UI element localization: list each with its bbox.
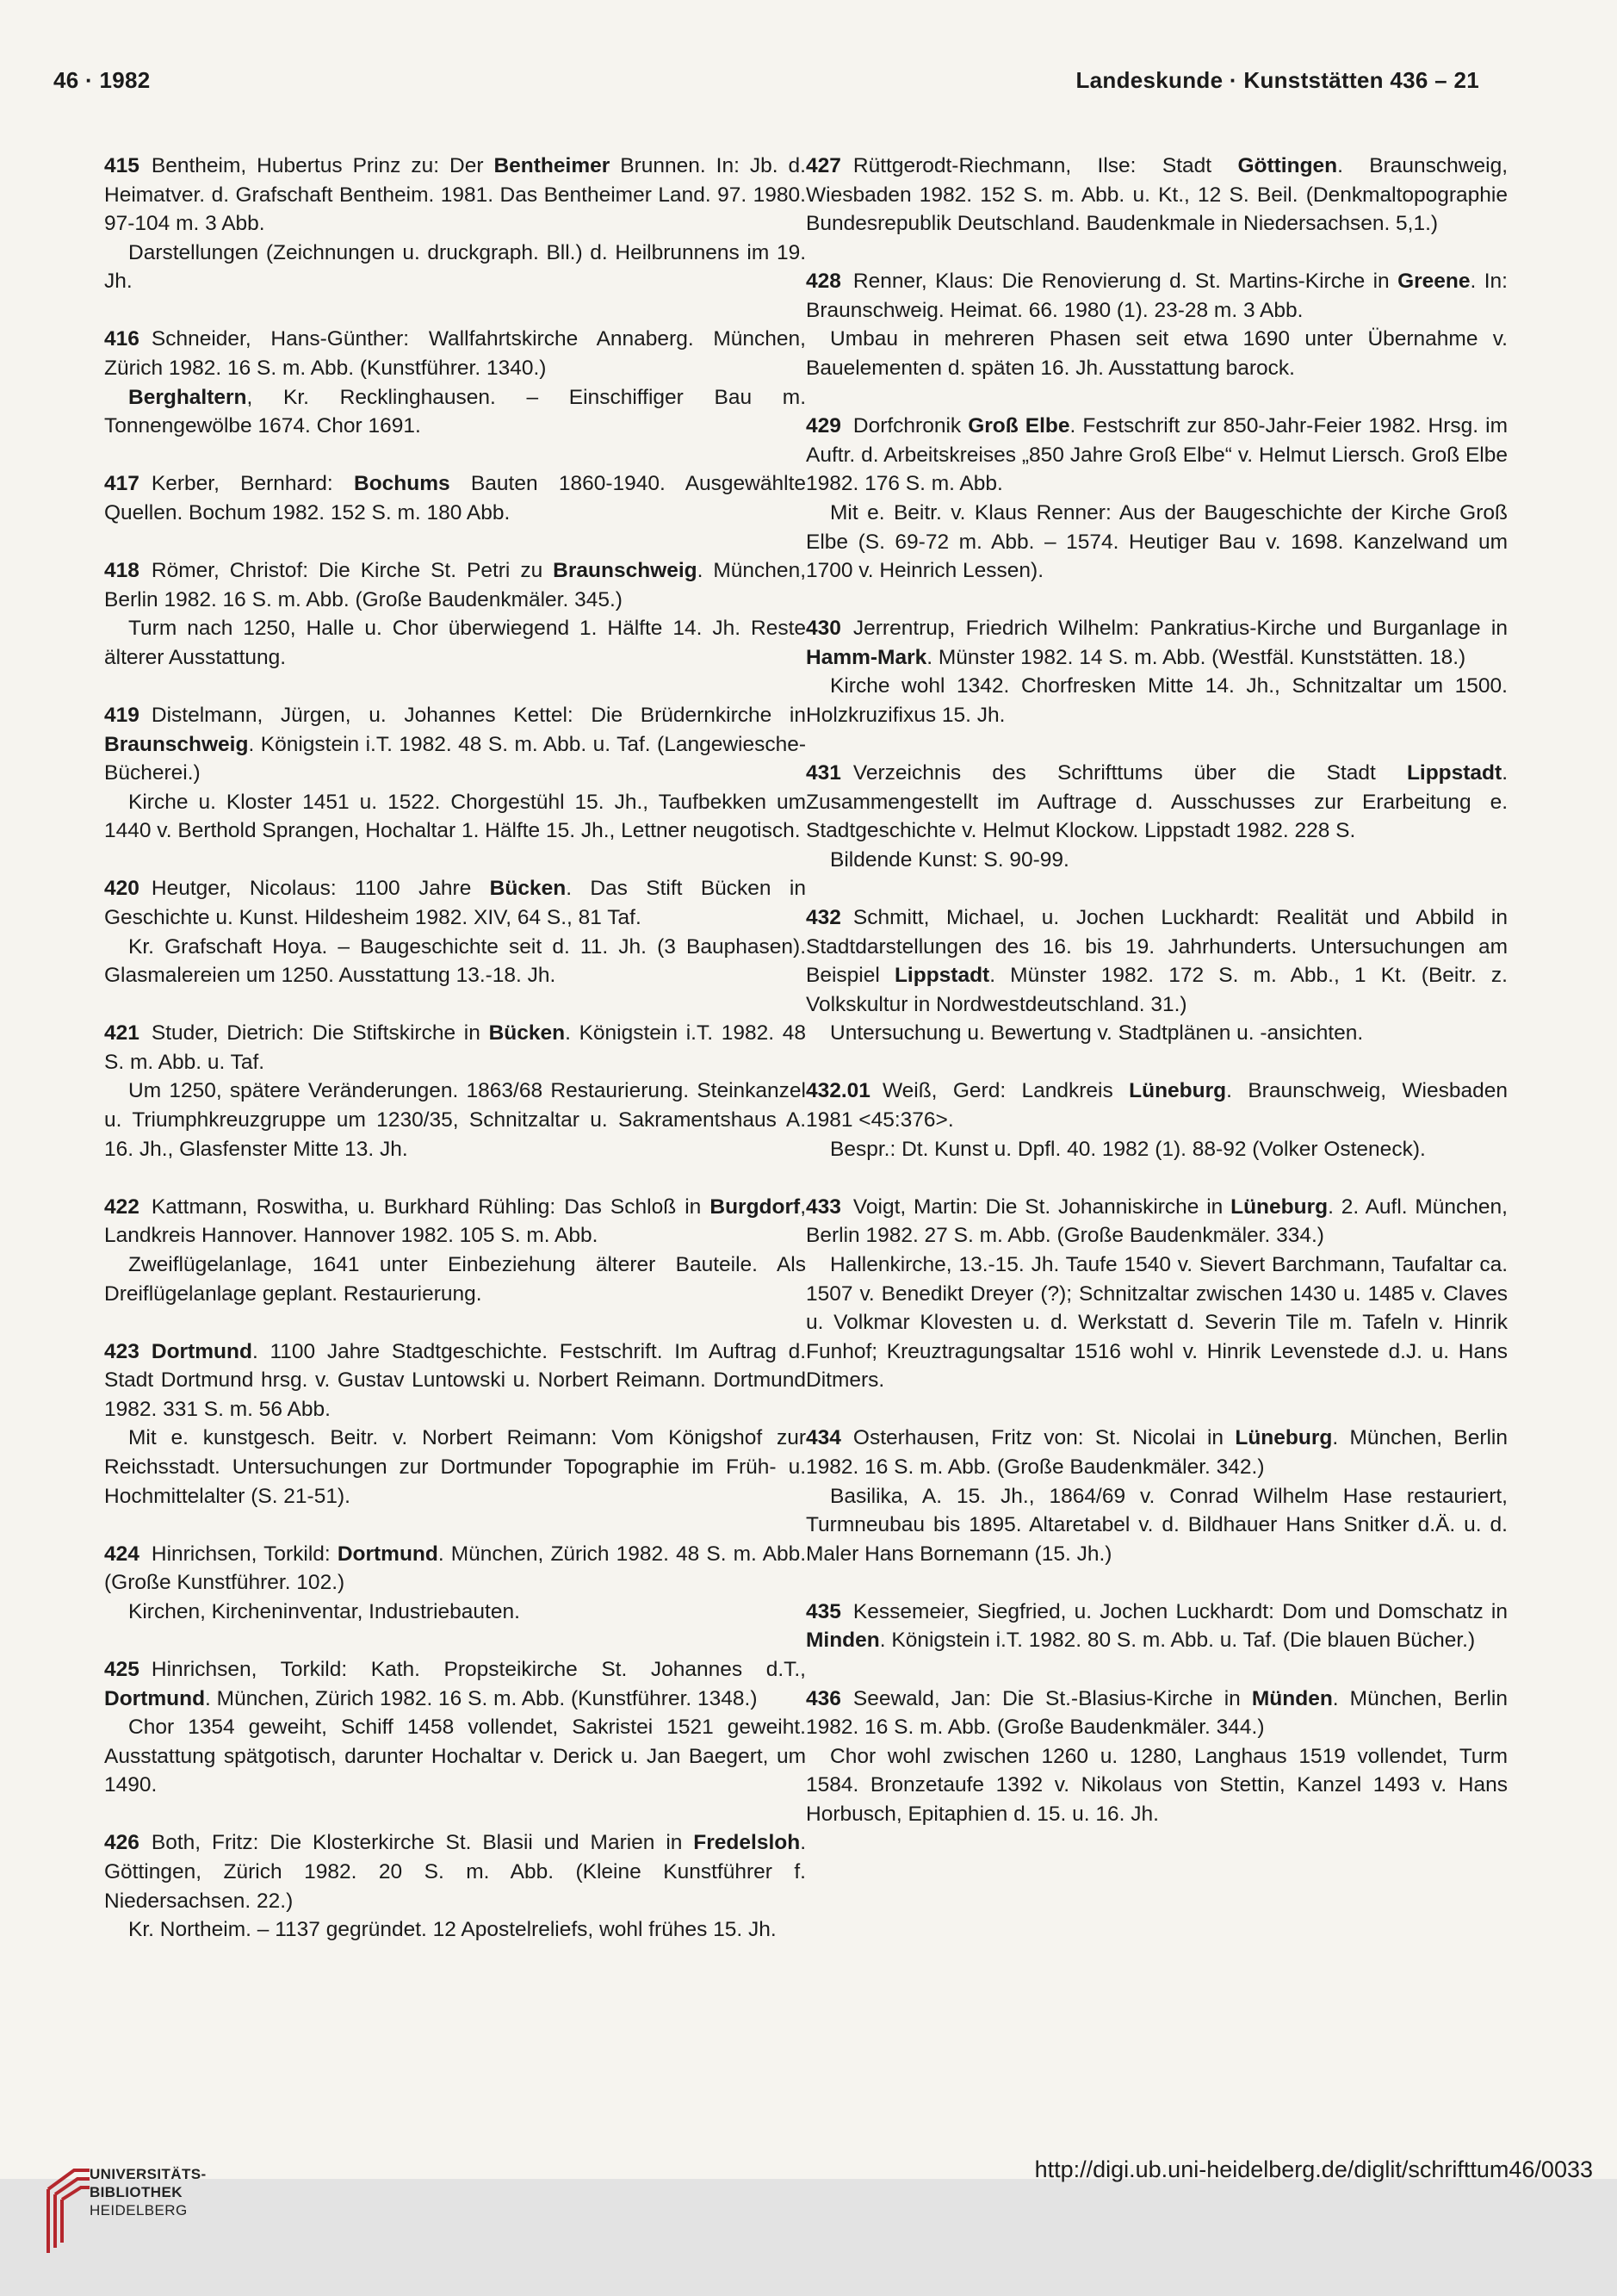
citation-text: Bauten 1860-1940. Ausgewählte Quellen. Bochum 1982. 152 S. m. 180 Abb. bbox=[104, 472, 807, 524]
place-keyword: Minden bbox=[806, 1629, 880, 1653]
place-keyword: Hamm-Mark bbox=[806, 645, 927, 669]
annotation-text: Untersuchung u. Bewertung v. Stadtplänen u. -ansichten. bbox=[830, 1021, 1364, 1046]
annotation-text: Umbau in mehreren Phasen seit etwa 1690 unter Übernahme v. Bauelementen d. späten 16. Jh. Ausstattung barock. bbox=[806, 327, 1508, 381]
place-keyword: Berghaltern bbox=[128, 385, 247, 409]
bibliography-entry bbox=[806, 267, 1508, 382]
citation-text: Dorfchronik bbox=[852, 414, 969, 438]
entry-citation bbox=[806, 1077, 1508, 1134]
citation-text: Bentheim, Hubertus Prinz zu: Der bbox=[151, 154, 494, 177]
entry-citation bbox=[104, 1337, 806, 1424]
bibliography-entry bbox=[104, 1193, 806, 1308]
entry-citation bbox=[806, 1193, 1508, 1250]
annotation-text: Turm nach 1250, Halle u. Chor überwiegend 1. Hälfte 14. Jh. Reste älterer Ausstattung. bbox=[104, 617, 806, 669]
citation-text: . Königstein i.T. 1982. 48 S. m. Abb. u. Taf. (Langewiesche-Bücherei.) bbox=[104, 732, 806, 785]
citation-text: . München, Berlin 1982. 16 S. m. Abb. (Große Baudenkmäler. 345.) bbox=[104, 559, 806, 611]
citation-text: Jerrentrup, Friedrich Wilhelm: Pankratius-Kirche und Burganlage in bbox=[852, 617, 1508, 641]
annotation-text: Mit e. kunstgesch. Beitr. v. Norbert Reimann: Vom Königshof zur Reichsstadt. Untersuchungen zur Dortmunder Topographie im Früh- u. Hochmittelalter (S. 21-51). bbox=[104, 1426, 806, 1508]
place-keyword: Fredelsloh bbox=[693, 1831, 801, 1855]
entry-number: 432 bbox=[806, 905, 841, 929]
entry-citation bbox=[104, 1828, 806, 1915]
entry-citation bbox=[806, 412, 1508, 499]
entry-annotation bbox=[104, 1915, 806, 1945]
place-keyword: Braunschweig bbox=[553, 559, 697, 583]
citation-text: Schneider, Hans-Günther: Wallfahrtskirche Annaberg. München, Zürich 1982. 16 S. m. Abb. (Kunstführer. 1340.) bbox=[104, 327, 806, 381]
place-keyword: Lippstadt bbox=[894, 964, 990, 988]
entry-number: 415 bbox=[104, 154, 139, 177]
citation-text: . Braunschweig, Wiesbaden 1981 <45:376>. bbox=[806, 1079, 1508, 1132]
entry-citation bbox=[104, 1655, 806, 1713]
entry-number: 435 bbox=[806, 1599, 841, 1623]
bibliography-entry bbox=[104, 1828, 806, 1944]
source-url-link[interactable]: http://digi.ub.uni-heidelberg.de/diglit/schrifttum46/0033 bbox=[1034, 2156, 1593, 2182]
entry-citation bbox=[104, 325, 806, 382]
entry-number: 421 bbox=[104, 1021, 139, 1046]
annotation-text: Kirche u. Kloster 1451 u. 1522. Chorgestühl 15. Jh., Taufbekken um 1440 v. Berthold Sprangen, Hochaltar 1. Hälfte 15. Jh., Lettner neugotisch. bbox=[104, 790, 806, 843]
citation-text: . Braunschweig, Wiesbaden 1982. 152 S. m. Abb. u. Kt., 12 S. Beil. (Denkmaltopographie Bundesrepublik Deutschland. Baudenkmale in Niedersachsen. 5,1.) bbox=[806, 154, 1509, 236]
entry-annotation bbox=[104, 1077, 806, 1164]
citation-text: , Landkreis Hannover. Hannover 1982. 105 S. m. Abb. bbox=[104, 1195, 806, 1248]
entry-citation bbox=[806, 903, 1508, 1019]
entry-number: 419 bbox=[104, 703, 139, 727]
annotation-text: Um 1250, spätere Veränderungen. 1863/68 Restaurierung. Steinkanzel u. Triumphkreuzgruppe um 1230/35, Schnitzaltar u. Sakramentshaus A. 16. Jh., Glasfenster Mitte 13. Jh. bbox=[104, 1079, 806, 1161]
bibliography-entry bbox=[104, 874, 806, 990]
bibliography-entry bbox=[806, 1424, 1508, 1568]
entry-number: 431 bbox=[806, 761, 841, 785]
annotation-text: Bildende Kunst: S. 90-99. bbox=[830, 847, 1069, 872]
annotation-text: Chor 1354 geweiht, Schiff 1458 vollendet, Sakristei 1521 geweiht. Ausstattung spätgotisch, darunter Hochaltar v. Derick u. Jan Baegert, um 1490. bbox=[104, 1716, 806, 1797]
bibliography-entry bbox=[104, 701, 806, 846]
entry-citation bbox=[806, 1424, 1508, 1481]
place-keyword: Bochums bbox=[354, 472, 450, 496]
left-column bbox=[104, 152, 806, 1973]
place-keyword: Bücken bbox=[488, 1021, 566, 1046]
citation-text: . Königstein i.T. 1982. 80 S. m. Abb. u. Taf. (Die blauen Bücher.) bbox=[879, 1629, 1476, 1653]
library-logo-text bbox=[90, 2165, 207, 2219]
entry-citation bbox=[806, 152, 1508, 239]
entry-annotation bbox=[104, 1250, 806, 1308]
entry-citation bbox=[104, 556, 806, 614]
entry-citation bbox=[806, 1598, 1508, 1655]
entry-number: 418 bbox=[104, 559, 139, 583]
bibliography-entry bbox=[104, 1337, 806, 1511]
entry-annotation bbox=[806, 1250, 1508, 1395]
entry-number: 430 bbox=[806, 617, 841, 641]
place-keyword: Bücken bbox=[489, 877, 567, 901]
place-keyword: Lüneburg bbox=[1235, 1426, 1333, 1450]
citation-text: Kerber, Bernhard: bbox=[151, 472, 355, 496]
entry-annotation bbox=[806, 1135, 1508, 1164]
citation-text: . Zusammengestellt im Auftrage d. Ausschusses zur Erarbeitung e. Stadtgeschichte v. Helmut Klockow. Lippstadt 1982. 228 S. bbox=[806, 761, 1508, 843]
entry-number: 423 bbox=[104, 1339, 139, 1363]
place-keyword: Greene bbox=[1397, 270, 1471, 294]
citation-text: Kessemeier, Siegfried, u. Jochen Luckhardt: Dom und Domschatz in bbox=[852, 1599, 1508, 1623]
entry-citation bbox=[104, 701, 806, 788]
entry-number: 424 bbox=[104, 1542, 139, 1566]
citation-text: . München, Berlin 1982. 16 S. m. Abb. (Große Baudenkmäler. 342.) bbox=[806, 1426, 1509, 1479]
entry-number: 417 bbox=[104, 472, 139, 496]
entry-annotation bbox=[104, 933, 806, 990]
place-keyword: Burgdorf bbox=[709, 1195, 801, 1219]
footer-bar bbox=[0, 2179, 1617, 2296]
citation-text: . Münster 1982. 14 S. m. Abb. (Westfäl. Kunststätten. 18.) bbox=[926, 645, 1466, 669]
citation-text: . 1100 Jahre Stadtgeschichte. Festschrift. Im Auftrag d. Stadt Dortmund hrsg. v. Gustav Luntowski u. Norbert Reimann. Dortmund 1982. 331 S. m. 56 Abb. bbox=[104, 1339, 806, 1421]
entry-number: 434 bbox=[806, 1426, 841, 1450]
entry-number: 420 bbox=[104, 877, 139, 901]
bibliography-entry bbox=[806, 903, 1508, 1048]
entry-number: 429 bbox=[806, 414, 841, 438]
citation-text: Kattmann, Roswitha, u. Burkhard Rühling: Das Schloß in bbox=[151, 1195, 710, 1219]
entry-citation bbox=[104, 1540, 806, 1598]
citation-text: . Das Stift Bücken in Geschichte u. Kunst. Hildesheim 1982. XIV, 64 S., 81 Taf. bbox=[104, 877, 806, 929]
entry-number: 425 bbox=[104, 1657, 139, 1681]
entry-annotation bbox=[104, 788, 806, 846]
bibliography-entry bbox=[806, 1598, 1508, 1655]
citation-text: Osterhausen, Fritz von: St. Nicolai in bbox=[852, 1426, 1236, 1450]
citation-text: Weiß, Gerd: Landkreis bbox=[882, 1079, 1130, 1103]
entry-citation bbox=[806, 1685, 1508, 1742]
place-keyword: Münden bbox=[1251, 1686, 1333, 1710]
bibliography-entry bbox=[806, 614, 1508, 729]
citation-text: Heutger, Nicolaus: 1100 Jahre bbox=[151, 877, 490, 901]
entry-annotation bbox=[104, 614, 806, 672]
citation-text: . Festschrift zur 850-Jahr-Feier 1982. Hrsg. im Auftr. d. Arbeitskreises „850 Jahre Groß Elbe“ v. Helmut Liersch. Groß Elbe 1982. 176 S. m. Abb. bbox=[806, 414, 1508, 496]
entry-citation bbox=[806, 614, 1508, 672]
citation-text: . 2. Aufl. München, Berlin 1982. 27 S. m. Abb. (Große Baudenkmäler. 334.) bbox=[806, 1195, 1508, 1248]
citation-text: Brunnen. In: Jb. d. Heimatver. d. Grafschaft Bentheim. 1981. Das Bentheimer Land. 97. 1980. 97-104 m. 3 Abb. bbox=[104, 154, 806, 236]
annotation-text: Mit e. Beitr. v. Klaus Renner: Aus der Baugeschichte der Kirche Groß Elbe (S. 69-72 m. Abb. – 1574. Heutiger Bau v. 1698. Kanzelwand um 1700 v. Heinrich Lessen). bbox=[806, 500, 1508, 583]
entry-annotation bbox=[104, 1424, 806, 1511]
citation-text: . München, Zürich 1982. 16 S. m. Abb. (Kunstführer. 1348.) bbox=[205, 1686, 758, 1710]
entry-number: 433 bbox=[806, 1195, 841, 1219]
place-keyword: Göttingen bbox=[1237, 154, 1338, 177]
entry-citation bbox=[806, 267, 1508, 325]
bibliography-entry bbox=[806, 1077, 1508, 1164]
annotation-text: Kr. Northeim. – 1137 gegründet. 12 Apostelreliefs, wohl frühes 15. Jh. bbox=[128, 1918, 777, 1942]
bibliography-entry bbox=[104, 1540, 806, 1627]
entry-annotation bbox=[806, 499, 1508, 586]
entry-annotation bbox=[806, 325, 1508, 382]
annotation-text: Kr. Grafschaft Hoya. – Baugeschichte seit d. 11. Jh. (3 Bauphasen). Glasmalereien um 1250. Ausstattung 13.-18. Jh. bbox=[104, 934, 806, 988]
annotation-text: Bespr.: Dt. Kunst u. Dpfl. 40. 1982 (1). 88-92 (Volker Osteneck). bbox=[830, 1137, 1426, 1161]
annotation-text: Darstellungen (Zeichnungen u. druckgraph. Bll.) d. Heilbrunnens im 19. Jh. bbox=[104, 240, 806, 294]
entry-annotation bbox=[806, 1482, 1508, 1569]
citation-text: . München, Zürich 1982. 48 S. m. Abb. (Große Kunstführer. 102.) bbox=[104, 1542, 807, 1595]
place-keyword: Lippstadt bbox=[1406, 761, 1502, 785]
citation-text: Both, Fritz: Die Klosterkirche St. Blasii und Marien in bbox=[151, 1831, 694, 1855]
place-keyword: Dortmund bbox=[104, 1686, 206, 1710]
annotation-text: Zweiflügelanlage, 1641 unter Einbeziehung älterer Bauteile. Als Dreiflügelanlage geplant. Restaurierung. bbox=[104, 1252, 806, 1306]
entry-number: 427 bbox=[806, 154, 841, 177]
citation-text: Distelmann, Jürgen, u. Johannes Kettel: Die Brüdernkirche in bbox=[151, 703, 806, 727]
bibliography-entry bbox=[104, 469, 806, 527]
entry-citation bbox=[104, 152, 806, 239]
bibliography-entry bbox=[806, 759, 1508, 874]
citation-text: Rüttgerodt-Riechmann, Ilse: Stadt bbox=[852, 154, 1238, 177]
entry-citation bbox=[104, 874, 806, 932]
logo-line-1: UNIVERSITÄTS- bbox=[90, 2166, 207, 2182]
bibliography-entry bbox=[806, 412, 1508, 586]
entry-citation bbox=[806, 759, 1508, 846]
entry-annotation bbox=[806, 1742, 1508, 1829]
citation-text: Verzeichnis des Schrifttums über die Stadt bbox=[852, 761, 1407, 785]
place-keyword: Braunschweig bbox=[104, 732, 249, 756]
entry-annotation bbox=[806, 672, 1508, 729]
bibliography-entry bbox=[104, 152, 806, 296]
entry-number: 428 bbox=[806, 270, 841, 294]
section-title: Landeskunde · Kunststätten 436 – 21 bbox=[1075, 67, 1479, 93]
bibliography-entry bbox=[806, 152, 1508, 239]
place-keyword: Dortmund bbox=[337, 1542, 438, 1566]
bibliography-entry bbox=[104, 556, 806, 672]
citation-text: . München, Berlin 1982. 16 S. m. Abb. (Große Baudenkmäler. 344.) bbox=[806, 1686, 1508, 1740]
entry-citation bbox=[104, 469, 806, 527]
citation-text: . Königstein i.T. 1982. 48 S. m. Abb. u. Taf. bbox=[104, 1021, 806, 1074]
entry-citation bbox=[104, 1019, 806, 1077]
entry-annotation bbox=[806, 1019, 1508, 1048]
citation-text: Hinrichsen, Torkild: Kath. Propsteikirche St. Johannes d.T., bbox=[151, 1657, 806, 1681]
entry-number: 436 bbox=[806, 1686, 841, 1710]
citation-text: Studer, Dietrich: Die Stiftskirche in bbox=[151, 1021, 489, 1046]
citation-text: Römer, Christof: Die Kirche St. Petri zu bbox=[151, 559, 554, 583]
entry-number: 422 bbox=[104, 1195, 139, 1219]
bibliography-entry bbox=[104, 1019, 806, 1164]
bibliography-entry bbox=[104, 325, 806, 440]
entry-annotation bbox=[104, 383, 806, 441]
page-number: 46 · 1982 bbox=[53, 67, 151, 93]
annotation-text: Kirchen, Kircheninventar, Industriebauten. bbox=[128, 1599, 520, 1623]
entry-annotation bbox=[104, 1713, 806, 1800]
entry-annotation bbox=[806, 846, 1508, 875]
bibliography-entry bbox=[104, 1655, 806, 1800]
entry-number: 416 bbox=[104, 327, 139, 351]
citation-text: Hinrichsen, Torkild: bbox=[151, 1542, 338, 1566]
entry-annotation bbox=[104, 1598, 806, 1627]
place-keyword: Lüneburg bbox=[1230, 1195, 1329, 1219]
place-keyword: Groß Elbe bbox=[968, 414, 1070, 438]
logo-line-3: HEIDELBERG bbox=[90, 2202, 188, 2218]
entry-number: 432.01 bbox=[806, 1079, 870, 1103]
annotation-text: , Kr. Recklinghausen. – Einschiffiger Bau m. Tonnengewölbe 1674. Chor 1691. bbox=[104, 385, 806, 438]
citation-text: Renner, Klaus: Die Renovierung d. St. Martins-Kirche in bbox=[852, 270, 1398, 294]
place-keyword: Dortmund bbox=[151, 1339, 252, 1363]
bibliography-entry bbox=[806, 1685, 1508, 1829]
place-keyword: Bentheimer bbox=[493, 154, 610, 177]
place-keyword: Lüneburg bbox=[1129, 1079, 1227, 1103]
citation-text: . Göttingen, Zürich 1982. 20 S. m. Abb. (Kleine Kunstführer f. Niedersachsen. 22.) bbox=[104, 1831, 806, 1913]
logo-line-2: BIBLIOTHEK bbox=[90, 2184, 183, 2200]
right-column bbox=[806, 152, 1508, 1858]
entry-number: 426 bbox=[104, 1831, 139, 1855]
annotation-text: Kirche wohl 1342. Chorfresken Mitte 14. Jh., Schnitzaltar um 1500. Holzkruzifixus 15. Jh. bbox=[806, 674, 1508, 727]
citation-text: Voigt, Martin: Die St. Johanniskirche in bbox=[852, 1195, 1231, 1219]
citation-text: Schmitt, Michael, u. Jochen Luckhardt: Realität und Abbild in Stadtdarstellungen des 16. bis 19. Jahrhunderts. Untersuchungen am Beispiel bbox=[806, 905, 1508, 988]
annotation-text: Hallenkirche, 13.-15. Jh. Taufe 1540 v. Sievert Barchmann, Taufaltar ca. 1507 v. Benedikt Dreyer (?); Schnitzaltar zwischen 1430 u. 1485 v. Claves u. Volkmar Klovesten u. d. Werkstatt d. Severin Tile m. Tafeln v. Hinrik Funhof; Kreuztragungsaltar 1516 wohl v. Hinrik Levenstede d.J. u. Hans Ditmers. bbox=[806, 1252, 1508, 1393]
entry-citation bbox=[104, 1193, 806, 1250]
bibliography-entry bbox=[806, 1193, 1508, 1395]
citation-text: Seewald, Jan: Die St.-Blasius-Kirche in bbox=[852, 1686, 1252, 1710]
citation-text: . Münster 1982. 172 S. m. Abb., 1 Kt. (Beitr. z. Volkskultur in Nordwestdeutschland. 31.) bbox=[806, 964, 1508, 1016]
entry-annotation bbox=[104, 239, 806, 296]
annotation-text: Chor wohl zwischen 1260 u. 1280, Langhaus 1519 vollendet, Turm 1584. Bronzetaufe 1392 v. Nikolaus von Stettin, Kanzel 1493 v. Hans Horbusch, Epitaphien d. 15. u. 16. Jh. bbox=[806, 1744, 1508, 1826]
citation-text: . In: Braunschweig. Heimat. 66. 1980 (1). 23-28 m. 3 Abb. bbox=[806, 270, 1508, 322]
annotation-text: Basilika, A. 15. Jh., 1864/69 v. Conrad Wilhelm Hase restauriert, Turmneubau bis 1895. Altaretabel v. d. Bildhauer Hans Snitker d.Ä. u. d. Maler Hans Bornemann (15. Jh.) bbox=[806, 1484, 1508, 1566]
